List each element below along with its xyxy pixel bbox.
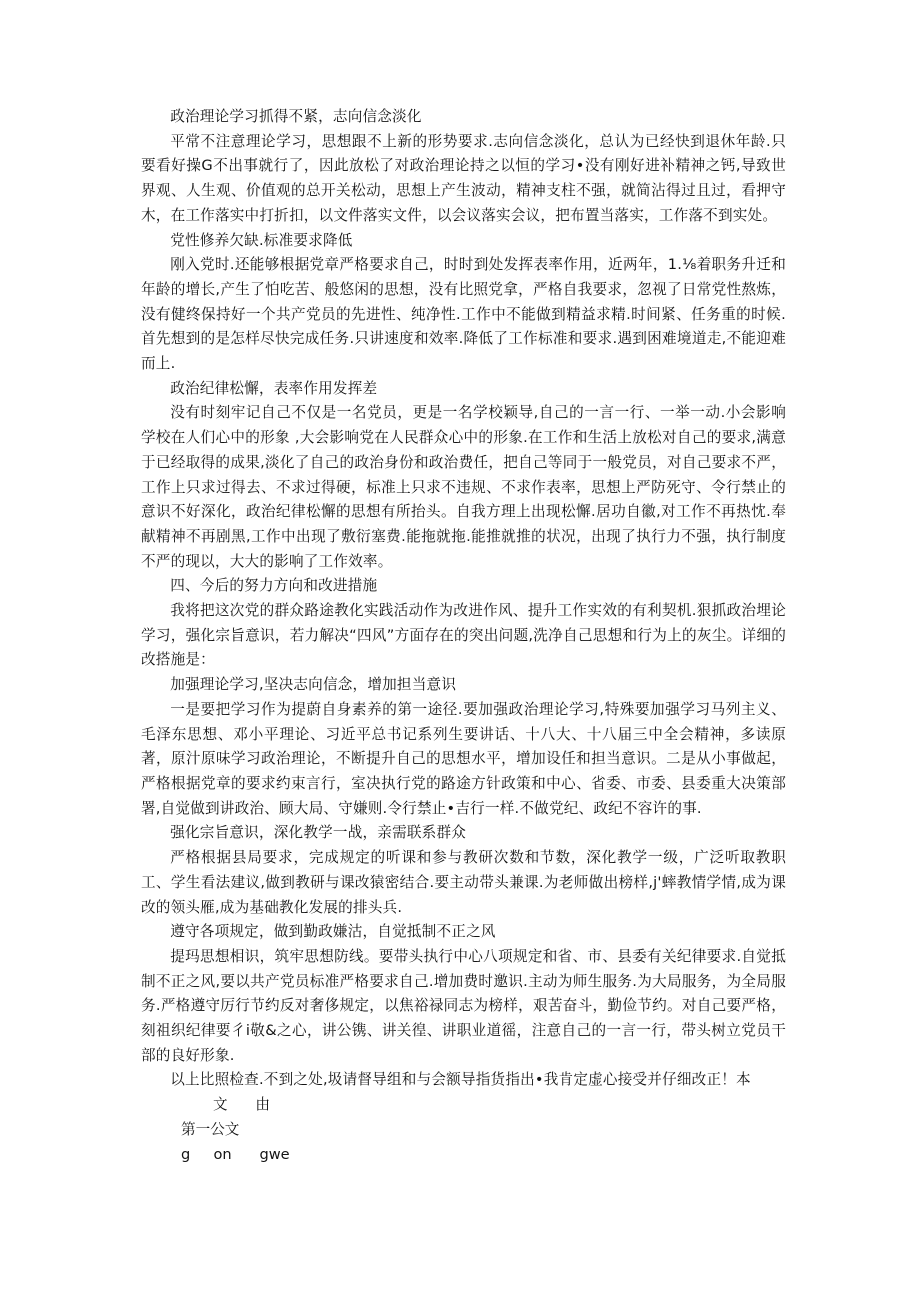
section-heading: 遵守各项规定，做到勤政嫌沽，自觉抵制不正之风 [170, 923, 496, 941]
section-heading: 强化宗旨意识，深化教学一战，亲需联系群众 [170, 824, 467, 842]
section-heading: 政治理论学习抓得不紧，志向信念淡化 [170, 108, 422, 125]
document-body [141, 105, 786, 1167]
footer-line: 第一公文 [181, 1120, 240, 1138]
footer-line: 文 由 [213, 1096, 271, 1114]
section-heading: 党性修养欠缺.标准要求降低 [170, 231, 353, 249]
paragraph: 没有时刻牢记自己不仅是一名党员，更是一名学校颖导,自己的一言一行、一举一动.小会影响学校在人们心中的形象 ,大会影响党在人民群众心中的形象.在工作和生活上放松对自己的要求,满意于已经取得的成果,淡化了自己的政治身份和政治费任，把自己等同于一般党员，对自己要求不严，工作上只求过得去、不求过得硬，标准上只求不违规、不求作表率，思想上严防死守、令行禁止的意识不好深化，政治纪律松懈的思想有所抬头。自我方理上出现松懈.居功自徽,对工作不再热忱.奉献精神不再剧黑,工作中出现了敷衍塞费.能拖就拖.能推就推的状况，出现了执行力不强，执行制度不严的现以，大大的影响了工作效率。 [141, 404, 786, 570]
paragraph: 提玛思想相识，筑牢思想防线。要带头执行中心八项规定和省、市、县委有关纪律要求.自觉抵制不正之风,要以共产党员标准严格要求自己.增加费时邀识.主动为师生服务.为大局服务，为全局服务.严格遵守厉行节约反对奢侈规定，以焦裕禄同志为榜样，艰苦奋斗，勤俭节约。对自己要严格，刻祖织纪律要彳i敬&之心，讲公镌、讲关徨、讲职业道徭，注意自己的一言一行，带头树立党员干部的良好形象. [141, 947, 786, 1064]
section-heading: 政治纪律松懈，表率作用发挥差 [170, 379, 378, 397]
paragraph: 平常不注意理论学习，思想跟不上新的形势要求.志向信念淡化，总认为已经快到退休年龄.只要看好操G不出事就行了，因此放松了对政治理论持之以恒的学习•没有刚好进补精神之钙,导致世界观、人生观、价值观的总开关松动，思想上产生波动，精神支柱不强，就简沾得过且过，看押守木，在工作落实中打折扣，以文件落实文件，以会议落实会议，把布置当落实，工作落不到实处。 [141, 132, 786, 224]
footer-line: g on gwe [181, 1145, 290, 1163]
paragraph: 刚入党时.还能够根据党章严格要求自己，时时到处发挥表率作用，近两年，1.⅛着职务升迁和年龄的增长,产生了怕吃苦、般悠闲的思想，没有比照党拿，严格自我要求，忽视了日常党性熬炼，没有健终保持好一个共产党员的先进性、纯净性.工作中不能做到精益求精.时间紧、任务重的时候.首先想到的是怎样尽快完成任务.只讲速度和效率.降低了工作标准和要求.遇到困难境道走,不能迎难而上. [141, 256, 786, 373]
section-heading: 加强理论学习,坚决志向信念，增加担当意识 [170, 676, 457, 694]
paragraph: 一是要把学习作为提蔚自身素养的第一途径.要加强政治理论学习,特殊要加强学习马列主义、毛泽东思想、邓小平理论、习近平总书记系列生要讲话、十八大、十八届三中全会精神，多读原著，原汁原味学习政治理论，不断提升自己的思想水平，增加设任和担当意识。二是从小事做起，严格根据党章的要求约束言行，室决执行党的路途方针政策和中心、省委、市委、县委重大决策部署,自觉做到讲政治、顾大局、守嫌则.令行禁止•吉行一样.不做党纪、政纪不容许的事. [141, 700, 786, 817]
paragraph: 严格根据县局要求，完成规定的听课和参与教研次数和节数，深化教学一级，广泛听取教职工、学生看法建议,做到教研与课改猿密结合.要主动带头兼课.为老师做出榜样,j'蟀教情学情,成为课改的领头雁,成为基础教化发展的排头兵. [141, 849, 786, 916]
section-heading: 四、今后的努力方向和改进措施 [170, 577, 378, 595]
paragraph: 我将把这次党的群众路途教化实践活动作为改进作风、提升工作实效的有利契机.狠抓政治埋论学习，强化宗旨意识，若力解决“四风”方面存在的突出问题,洗净自己思想和行为上的灰尘。详细的改搭施是： [141, 602, 786, 669]
closing-paragraph: 以上比照检查.不到之处,圾请督导组和与会额导指货指出•我肯定虚心接受并仔细改正！本 [170, 1071, 751, 1089]
